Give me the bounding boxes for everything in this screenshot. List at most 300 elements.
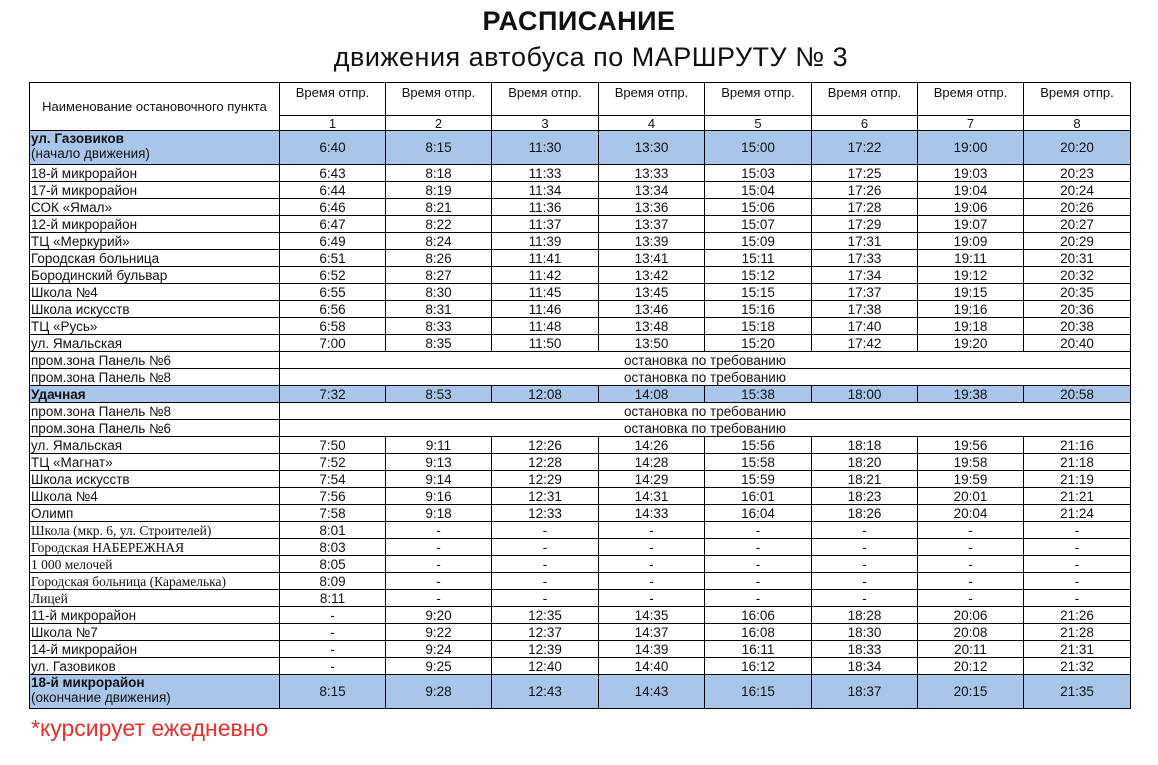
stop-name [30,386,280,403]
time-cell: 9:24 [386,641,492,658]
departure-header: Время отпр. [918,83,1024,116]
time-cell: 12:08 [492,386,599,403]
stop-name-text: ТЦ «Магнат» [31,454,113,470]
time-cell: 12:31 [492,488,599,505]
table-row [30,250,1131,267]
time-cell: 15:59 [705,471,812,488]
time-cell: - [492,573,599,590]
stop-name-text: Школа №7 [31,624,98,640]
time-cell: 19:09 [918,233,1024,250]
time-cell: 13:36 [599,199,705,216]
stop-name-text: ТЦ «Меркурий» [31,233,130,249]
time-cell: - [918,539,1024,556]
on-request-cell: остановка по требованию [280,420,1131,437]
time-cell: - [599,556,705,573]
stop-name-text: пром.зона Панель №8 [31,369,171,385]
time-cell: 7:52 [280,454,386,471]
stop-name [30,165,280,182]
time-cell: 6:46 [280,199,386,216]
time-cell: 8:35 [386,335,492,352]
time-cell: 12:43 [492,675,599,709]
time-cell: 8:27 [386,267,492,284]
stop-name-text: ул. Ямальская [31,335,123,351]
table-row [30,556,1131,573]
time-cell: 16:12 [705,658,812,675]
time-cell: 15:18 [705,318,812,335]
time-cell: 20:36 [1024,301,1131,318]
time-cell: 6:58 [280,318,386,335]
time-cell: 21:32 [1024,658,1131,675]
time-cell: 7:58 [280,505,386,522]
schedule-table [29,82,1131,709]
stop-name [30,352,280,369]
table-row [30,386,1131,403]
time-cell: - [705,590,812,607]
time-cell: 20:35 [1024,284,1131,301]
time-cell: 17:38 [812,301,918,318]
time-cell: - [599,573,705,590]
time-cell: 17:33 [812,250,918,267]
time-cell: 21:21 [1024,488,1131,505]
stop-name-text: ул. Ямальская [31,437,123,453]
time-cell: 13:30 [599,131,705,165]
time-cell: 8:30 [386,284,492,301]
time-cell: 15:20 [705,335,812,352]
time-cell: 20:26 [1024,199,1131,216]
time-cell: 20:24 [1024,182,1131,199]
time-cell: - [918,556,1024,573]
time-cell: 18:28 [812,607,918,624]
time-cell: 15:56 [705,437,812,454]
time-cell: 20:12 [918,658,1024,675]
time-cell: 21:18 [1024,454,1131,471]
stop-name-text: Школа №4 [31,488,98,504]
time-cell: 11:39 [492,233,599,250]
time-cell: 18:23 [812,488,918,505]
time-cell: 14:33 [599,505,705,522]
time-cell: - [918,590,1024,607]
time-cell: 20:01 [918,488,1024,505]
time-cell: 18:18 [812,437,918,454]
stop-name [30,641,280,658]
page-subtitle: движения автобуса по МАРШРУТУ № 3 [333,42,849,72]
departure-header: Время отпр. [492,83,599,116]
time-cell: - [386,556,492,573]
time-cell: - [918,522,1024,539]
time-cell: 19:18 [918,318,1024,335]
time-cell: 9:20 [386,607,492,624]
time-cell: 18:37 [812,675,918,709]
time-cell: 16:08 [705,624,812,641]
time-cell: 12:29 [492,471,599,488]
time-cell: 9:18 [386,505,492,522]
time-cell: 15:38 [705,386,812,403]
time-cell: 13:46 [599,301,705,318]
time-cell: 12:33 [492,505,599,522]
stop-name-text: пром.зона Панель №6 [31,352,171,368]
time-cell: 19:59 [918,471,1024,488]
run-number: 4 [599,116,705,131]
time-cell: 8:33 [386,318,492,335]
time-cell: 8:11 [280,590,386,607]
stop-name [30,556,280,573]
table-row [30,607,1131,624]
table-row [30,199,1131,216]
time-cell: 13:34 [599,182,705,199]
time-cell: 15:00 [705,131,812,165]
time-cell: - [492,539,599,556]
stop-name-text: 12-й микрорайон [31,216,138,232]
time-cell: 11:30 [492,131,599,165]
time-cell: 7:54 [280,471,386,488]
time-cell: - [492,556,599,573]
time-cell: 19:06 [918,199,1024,216]
time-cell: - [599,539,705,556]
stop-name-text: 11-й микрорайон [31,607,137,623]
table-row [30,658,1131,675]
time-cell: 13:50 [599,335,705,352]
table-row [30,267,1131,284]
stop-note: (окончание движения) [31,690,171,705]
stop-name [30,471,280,488]
time-cell: 15:09 [705,233,812,250]
time-cell: 6:47 [280,216,386,233]
time-cell: 18:34 [812,658,918,675]
time-cell: - [280,658,386,675]
table-row [30,624,1131,641]
table-row [30,182,1131,199]
time-cell: 17:22 [812,131,918,165]
time-cell: - [280,641,386,658]
time-cell: 14:28 [599,454,705,471]
time-cell: 7:50 [280,437,386,454]
time-cell: 19:03 [918,165,1024,182]
time-cell: - [280,607,386,624]
table-row [30,318,1131,335]
time-cell: 8:53 [386,386,492,403]
table-row [30,301,1131,318]
table-row [30,335,1131,352]
time-cell: 7:56 [280,488,386,505]
stop-name-text: Городская больница (Карамелька) [31,573,226,589]
time-cell: - [812,573,918,590]
table-row [30,641,1131,658]
time-cell: 12:26 [492,437,599,454]
time-cell: - [599,590,705,607]
stop-name [30,267,280,284]
time-cell: 12:28 [492,454,599,471]
stop-name [30,335,280,352]
time-cell: 17:26 [812,182,918,199]
footnote: *курсирует ежедневно [31,715,269,741]
stop-name [30,573,280,590]
stop-name [30,420,280,437]
time-cell: 19:16 [918,301,1024,318]
time-cell: 8:26 [386,250,492,267]
time-cell: 11:36 [492,199,599,216]
time-cell: 21:19 [1024,471,1131,488]
time-cell: - [705,522,812,539]
on-request-cell: остановка по требованию [280,352,1131,369]
time-cell: - [386,539,492,556]
run-number: 2 [386,116,492,131]
time-cell: - [492,590,599,607]
table-row [30,369,1131,386]
time-cell: 14:40 [599,658,705,675]
stop-name [30,454,280,471]
departure-header: Время отпр. [386,83,492,116]
table-row [30,437,1131,454]
stop-name-text: Городская больница [31,250,160,266]
time-cell: 9:16 [386,488,492,505]
time-cell: 11:41 [492,250,599,267]
time-cell: 17:34 [812,267,918,284]
stop-name-text: 18-й микрорайон [31,675,145,690]
time-cell: - [1024,590,1131,607]
stop-name-text: 18-й микрорайон [31,165,138,181]
stop-name [30,216,280,233]
time-cell: 14:39 [599,641,705,658]
time-cell: 17:42 [812,335,918,352]
time-cell: 16:11 [705,641,812,658]
time-cell: 19:12 [918,267,1024,284]
time-cell: 19:00 [918,131,1024,165]
time-cell: 7:00 [280,335,386,352]
time-cell: 20:20 [1024,131,1131,165]
time-cell: 14:43 [599,675,705,709]
time-cell: 16:15 [705,675,812,709]
stop-name [30,250,280,267]
time-cell: - [705,539,812,556]
time-cell: 15:06 [705,199,812,216]
time-cell: 14:35 [599,607,705,624]
stop-name [30,318,280,335]
stop-name-text: ул. Газовиков [31,131,124,146]
time-cell: 20:38 [1024,318,1131,335]
time-cell: 17:25 [812,165,918,182]
time-cell: 17:28 [812,199,918,216]
stop-name-text: ТЦ «Русь» [31,318,98,334]
time-cell: 17:40 [812,318,918,335]
time-cell: 12:35 [492,607,599,624]
time-cell: - [1024,573,1131,590]
table-row [30,420,1131,437]
time-cell: 19:15 [918,284,1024,301]
time-cell: - [1024,522,1131,539]
stop-name [30,199,280,216]
time-cell: 21:26 [1024,607,1131,624]
stop-name [30,131,280,165]
departure-header: Время отпр. [599,83,705,116]
time-cell: 21:35 [1024,675,1131,709]
time-cell: 8:09 [280,573,386,590]
time-cell: 8:21 [386,199,492,216]
stop-name-text: Бородинский бульвар [31,267,168,283]
time-cell: 13:39 [599,233,705,250]
time-cell: 6:43 [280,165,386,182]
stop-name-text: пром.зона Панель №8 [31,403,171,419]
time-cell: - [812,539,918,556]
departure-header: Время отпр. [280,83,386,116]
time-cell: 14:29 [599,471,705,488]
time-cell: 19:58 [918,454,1024,471]
time-cell: 14:08 [599,386,705,403]
stop-name-text: Школа (мкр. 6, ул. Строителей) [31,522,212,538]
time-cell: 20:27 [1024,216,1131,233]
time-cell: 6:52 [280,267,386,284]
time-cell: 15:04 [705,182,812,199]
time-cell: 13:37 [599,216,705,233]
time-cell: 18:30 [812,624,918,641]
time-cell: - [812,590,918,607]
stop-note: (начало движения) [31,146,150,161]
run-number: 5 [705,116,812,131]
table-row [30,488,1131,505]
departure-header: Время отпр. [1024,83,1131,116]
time-cell: 13:45 [599,284,705,301]
time-cell: 12:40 [492,658,599,675]
stop-name [30,182,280,199]
time-cell: 18:33 [812,641,918,658]
time-cell: 15:07 [705,216,812,233]
time-cell: 8:05 [280,556,386,573]
stop-name [30,301,280,318]
time-cell: - [812,522,918,539]
time-cell: 21:24 [1024,505,1131,522]
time-cell: 13:48 [599,318,705,335]
table-row [30,403,1131,420]
time-cell: 6:44 [280,182,386,199]
time-cell: 6:55 [280,284,386,301]
time-cell: - [705,573,812,590]
time-cell: 14:37 [599,624,705,641]
time-cell: 14:31 [599,488,705,505]
time-cell: 18:20 [812,454,918,471]
time-cell: 15:11 [705,250,812,267]
time-cell: 17:31 [812,233,918,250]
time-cell: 6:51 [280,250,386,267]
stop-name-text: ул. Газовиков [31,658,116,674]
stop-name [30,624,280,641]
time-cell: 6:40 [280,131,386,165]
time-cell: 19:20 [918,335,1024,352]
run-number: 6 [812,116,918,131]
time-cell: 19:07 [918,216,1024,233]
time-cell: 17:37 [812,284,918,301]
time-cell: 20:29 [1024,233,1131,250]
time-cell: 9:25 [386,658,492,675]
time-cell: - [1024,539,1131,556]
departure-header: Время отпр. [812,83,918,116]
run-number: 8 [1024,116,1131,131]
time-cell: 11:34 [492,182,599,199]
time-cell: 11:46 [492,301,599,318]
time-cell: 16:04 [705,505,812,522]
time-cell: 8:15 [386,131,492,165]
stop-name [30,403,280,420]
table-row [30,539,1131,556]
time-cell: 9:13 [386,454,492,471]
time-cell: 8:03 [280,539,386,556]
time-cell: 13:42 [599,267,705,284]
table-row [30,590,1131,607]
table-row [30,454,1131,471]
on-request-cell: остановка по требованию [280,403,1131,420]
run-number: 7 [918,116,1024,131]
stop-name [30,522,280,539]
time-cell: - [1024,556,1131,573]
table-row [30,284,1131,301]
time-cell: - [386,590,492,607]
stop-name [30,539,280,556]
time-cell: 8:22 [386,216,492,233]
schedule-body [30,131,1131,709]
stop-name-text: 14-й микрорайон [31,641,138,657]
stop-name-text: 1 000 мелочей [31,556,113,572]
table-row [30,675,1131,709]
time-cell: 18:00 [812,386,918,403]
time-cell: 12:39 [492,641,599,658]
stop-name [30,369,280,386]
header-row [30,83,1131,116]
time-cell: 21:16 [1024,437,1131,454]
stop-name [30,233,280,250]
time-cell: 15:03 [705,165,812,182]
time-cell: 16:06 [705,607,812,624]
on-request-cell: остановка по требованию [280,369,1131,386]
stop-name [30,590,280,607]
time-cell: - [599,522,705,539]
time-cell: 6:49 [280,233,386,250]
time-cell: - [386,573,492,590]
time-cell: 12:37 [492,624,599,641]
stop-name [30,505,280,522]
time-cell: 9:14 [386,471,492,488]
table-row [30,471,1131,488]
table-row [30,216,1131,233]
time-cell: 15:15 [705,284,812,301]
table-row [30,165,1131,182]
time-cell: 15:12 [705,267,812,284]
stop-name-text: Удачная [31,386,86,402]
time-cell: 9:11 [386,437,492,454]
time-cell: 18:26 [812,505,918,522]
stop-name [30,675,280,709]
time-cell: 20:40 [1024,335,1131,352]
time-cell: - [386,522,492,539]
time-cell: 6:56 [280,301,386,318]
time-cell: - [812,556,918,573]
time-cell: 8:18 [386,165,492,182]
time-cell: - [918,573,1024,590]
stop-name-text: пром.зона Панель №6 [31,420,171,436]
table-row [30,131,1131,165]
time-cell: 17:29 [812,216,918,233]
time-cell: 9:22 [386,624,492,641]
table-row [30,522,1131,539]
departure-header: Время отпр. [705,83,812,116]
time-cell: 11:42 [492,267,599,284]
stop-name-text: Городская НАБЕРЕЖНАЯ [31,539,185,555]
time-cell: 16:01 [705,488,812,505]
stop-name-text: СОК «Ямал» [31,199,112,215]
time-cell: 11:48 [492,318,599,335]
time-cell: 11:50 [492,335,599,352]
time-cell: - [280,624,386,641]
time-cell: 11:45 [492,284,599,301]
stop-name-text: Школа №4 [31,284,98,300]
time-cell: 8:31 [386,301,492,318]
